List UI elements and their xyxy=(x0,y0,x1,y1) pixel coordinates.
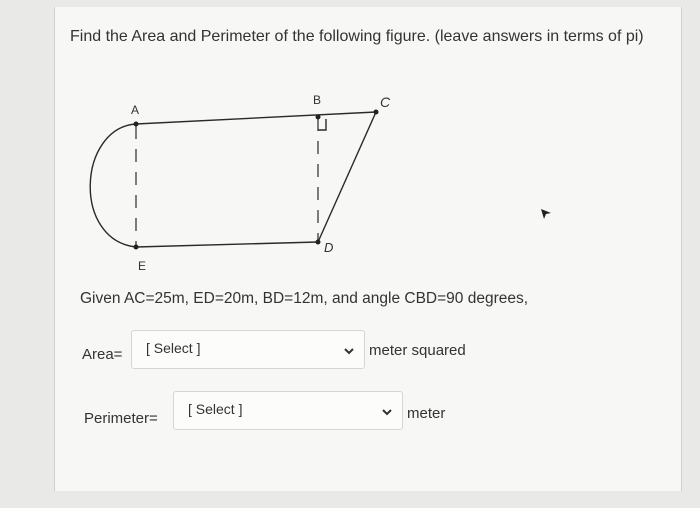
area-label: Area= xyxy=(82,346,123,363)
label-b: B xyxy=(313,93,322,107)
question-text: Find the Area and Perimeter of the following figure. (leave answers in terms of pi) xyxy=(70,28,644,45)
geometry-figure xyxy=(70,80,410,280)
perimeter-label: Perimeter= xyxy=(84,410,158,427)
label-e: E xyxy=(138,259,147,273)
chevron-down-icon xyxy=(382,403,392,419)
mouse-cursor-icon xyxy=(538,206,552,225)
segment-ed xyxy=(136,242,318,247)
area-select[interactable] xyxy=(131,330,365,369)
label-c: C xyxy=(380,94,391,110)
area-select-value: [ Select ] xyxy=(146,340,201,356)
given-text: Given AC=25m, ED=20m, BD=12m, and angle CBD=90 degrees, xyxy=(80,290,529,307)
perimeter-select-value: [ Select ] xyxy=(188,401,243,417)
right-angle-marker xyxy=(318,119,326,130)
label-a: A xyxy=(131,103,140,117)
point-c xyxy=(374,110,379,115)
perimeter-select[interactable] xyxy=(173,391,403,430)
label-d: D xyxy=(324,240,334,255)
chevron-down-icon xyxy=(344,342,354,358)
point-e xyxy=(134,245,139,250)
area-unit: meter squared xyxy=(369,342,466,359)
point-d xyxy=(316,240,321,245)
point-b xyxy=(316,115,321,120)
point-a xyxy=(134,122,139,127)
segment-cd xyxy=(318,112,376,242)
perimeter-unit: meter xyxy=(407,405,446,422)
segment-ac xyxy=(136,112,376,124)
semicircle-arc xyxy=(90,124,136,247)
